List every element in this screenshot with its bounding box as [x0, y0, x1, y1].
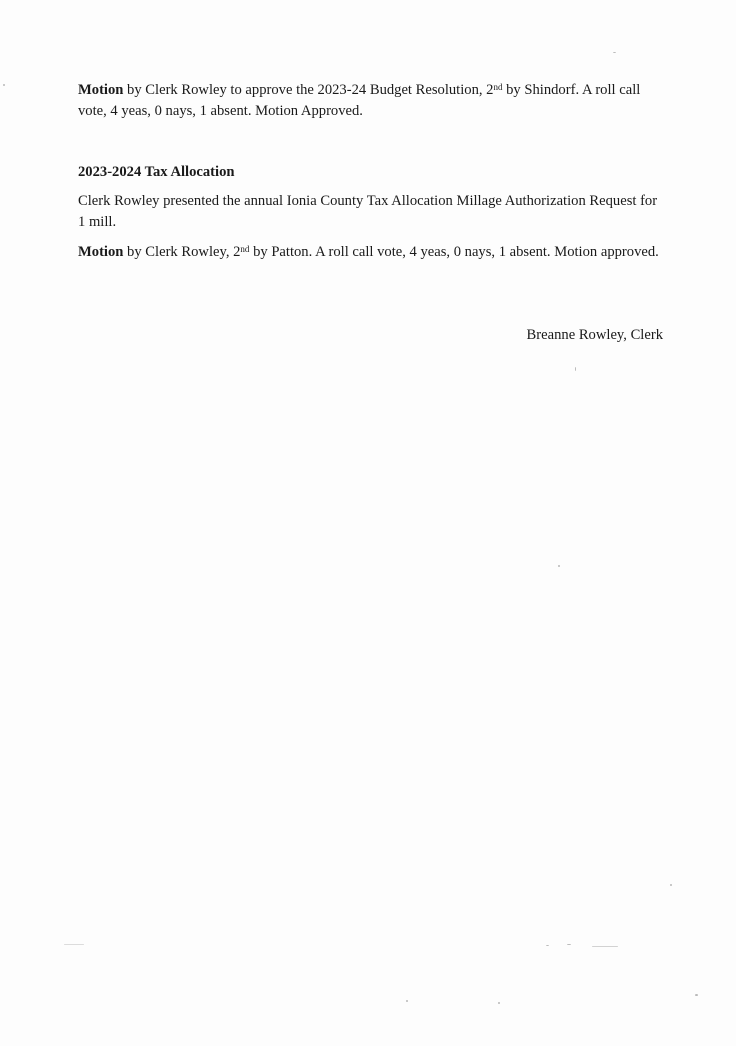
scan-speck — [567, 944, 571, 945]
motion-tax-paragraph — [78, 242, 668, 263]
scan-speck — [498, 1002, 500, 1004]
motion-label: Motion — [78, 82, 124, 98]
scan-speck — [592, 946, 618, 947]
motion-text-end: by Patton. A roll call vote, 4 yeas, 0 nays, 1 absent. Motion approved. — [249, 244, 659, 260]
scan-speck — [695, 994, 698, 996]
ordinal-suffix: nd — [493, 82, 503, 92]
motion-text-end: by Shindorf. A roll call vote, 4 yeas, 0 nays, 1 absent. Motion Approved. — [78, 82, 641, 119]
motion-text-start: by Clerk Rowley, 2 — [123, 244, 241, 260]
ordinal-suffix: nd — [240, 244, 250, 254]
scan-speck — [670, 884, 672, 886]
scan-speck — [546, 945, 549, 946]
tax-allocation-paragraph: Clerk Rowley presented the annual Ionia County Tax Allocation Millage Authorization Request for 1 mill. — [78, 193, 658, 230]
scan-speck — [64, 944, 84, 945]
scan-speck — [406, 1000, 408, 1002]
signature-line: Breanne Rowley, Clerk — [526, 327, 663, 343]
scan-speck — [575, 367, 576, 371]
scan-speck — [3, 84, 5, 86]
scan-speck — [558, 565, 560, 567]
motion-label: Motion — [78, 244, 124, 260]
motion-budget-paragraph — [78, 80, 668, 122]
section-heading-tax-allocation: 2023-2024 Tax Allocation — [78, 164, 235, 180]
scan-speck — [613, 52, 616, 53]
motion-text-start: by Clerk Rowley to approve the 2023-24 Budget Resolution, 2 — [123, 82, 494, 98]
